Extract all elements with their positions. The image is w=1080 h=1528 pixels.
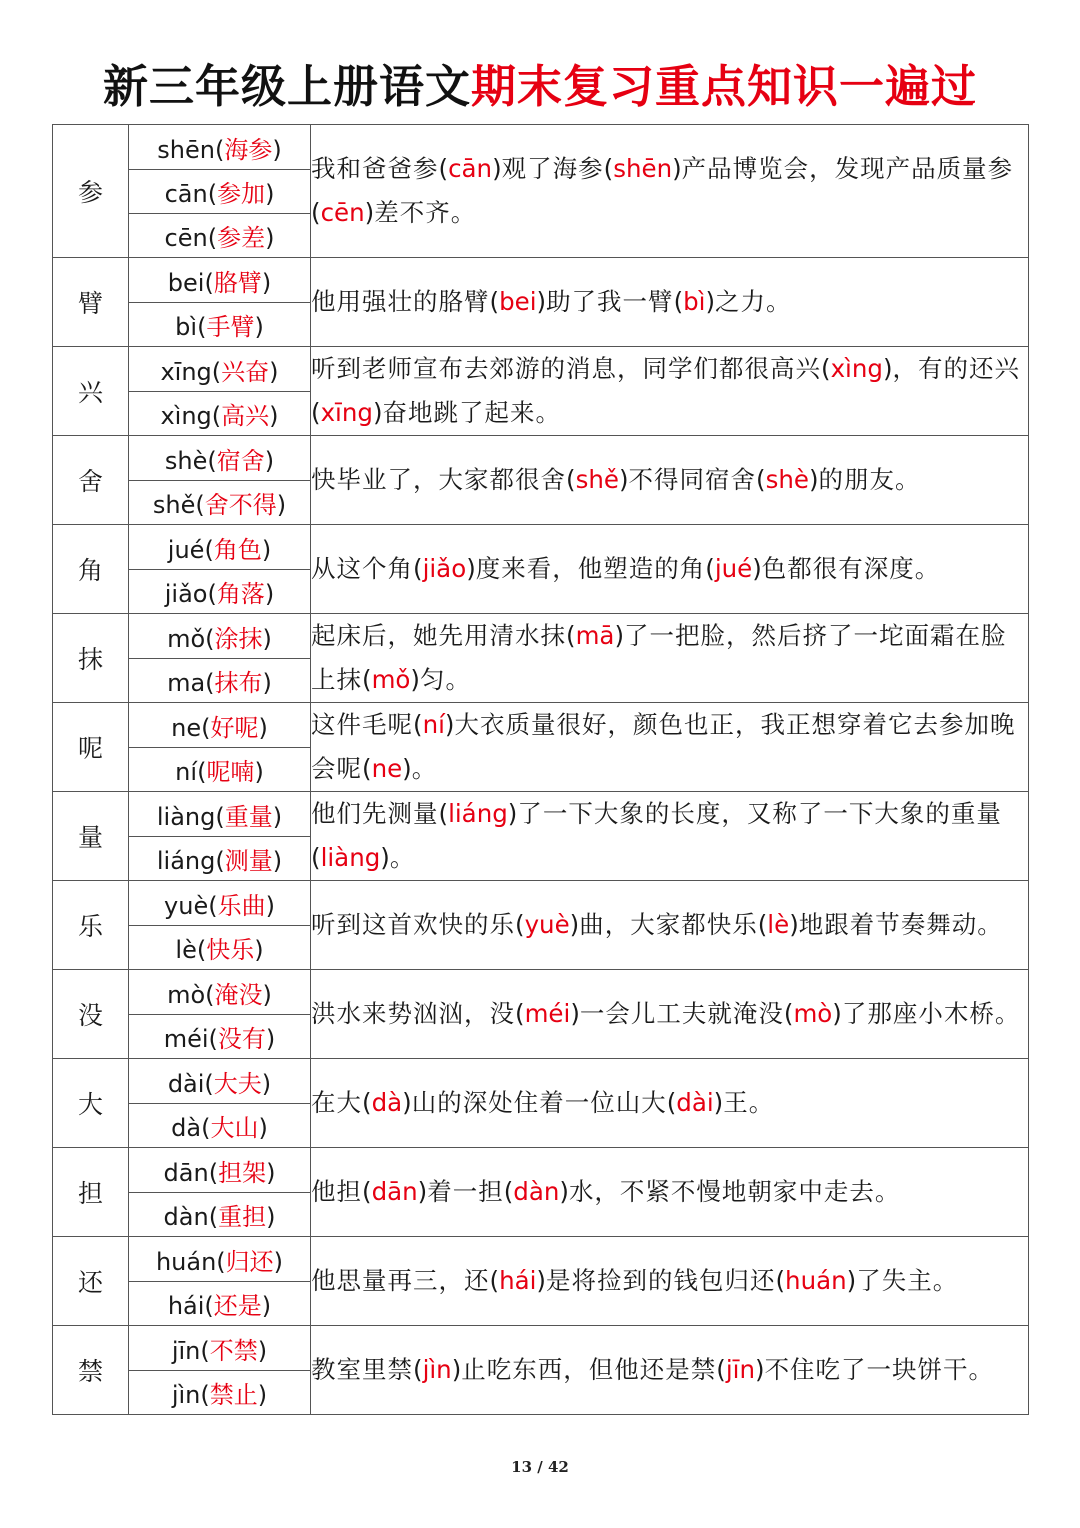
reading-cell: ní(呢喃) (129, 748, 311, 792)
reading-pinyin: mò (167, 980, 206, 1009)
sentence-text: ) (417, 1177, 428, 1206)
example-sentence (311, 347, 1029, 436)
sentence-text: ( (716, 1355, 726, 1384)
sentence-text: ) (705, 287, 716, 316)
sentence-pinyin: cān (448, 154, 493, 183)
table-row (53, 614, 1029, 659)
sentence-text: 他思量再三，还 (311, 1266, 490, 1295)
example-sentence (311, 881, 1029, 970)
sentence-text: ( (489, 1266, 500, 1295)
sentence-text: ) (614, 621, 625, 650)
sentence-pinyin: dài (676, 1088, 714, 1117)
polyphone-char: 大 (53, 1059, 129, 1148)
sentence-text: 大衣质量很好，颜色也正，我正想穿着它去参加晚会呢 (311, 710, 1016, 783)
reading-pinyin: liàng (156, 802, 216, 831)
sentence-text: 我和爸爸参 (311, 154, 439, 183)
reading-example-word: 不禁 (209, 1336, 258, 1365)
sentence-text: ( (311, 198, 321, 227)
polyphone-char: 呢 (53, 703, 129, 792)
sentence-text: ( (413, 1355, 423, 1384)
reading-example-word: 大山 (210, 1114, 259, 1142)
sentence-text: 度来看，他塑造的角 (475, 554, 706, 583)
reading-example-word: 舍不得 (204, 491, 277, 519)
reading-pinyin: huán (155, 1247, 217, 1276)
reading-example-word: 没有 (217, 1025, 266, 1053)
sentence-text: 不得同宿舍 (628, 465, 756, 494)
page-title (0, 52, 1080, 122)
reading-example-word: 角色 (213, 535, 262, 564)
reading-cell: dài(大夫) (129, 1059, 311, 1104)
reading-pinyin: jìn (171, 1381, 201, 1409)
reading-cell: jiǎo(角落) (129, 570, 311, 614)
reading-cell: bei(胳臂) (129, 258, 311, 303)
reading-cell: jìn(禁止) (129, 1371, 311, 1415)
reading-example-word: 胳臂 (213, 268, 262, 297)
reading-example-word: 乐曲 (217, 891, 266, 920)
sentence-text: ) (713, 1088, 724, 1117)
reading-pinyin: hái (167, 1292, 205, 1320)
polyphone-char: 参 (53, 125, 129, 258)
reading-cell: cān(参加) (129, 170, 311, 214)
sentence-text: 。 (389, 843, 416, 872)
reading-pinyin: xìng (160, 402, 212, 430)
reading-cell: dān(担架) (129, 1148, 311, 1193)
sentence-text: ( (311, 398, 321, 427)
reading-cell: shēn(海参) (129, 125, 311, 170)
sentence-pinyin: liáng (448, 799, 508, 828)
sentence-text: ) (402, 1088, 412, 1117)
polyphone-char: 量 (53, 792, 129, 881)
reading-cell: jīn(不禁) (129, 1326, 311, 1371)
reading-cell: cēn(参差) (129, 214, 311, 258)
sentence-text: ) (410, 665, 420, 694)
sentence-pinyin: huán (785, 1266, 847, 1295)
reading-cell: shě(舍不得) (129, 481, 311, 525)
reading-cell: xīng(兴奋) (129, 347, 311, 392)
reading-pinyin: ne (171, 713, 202, 742)
table-row (53, 1237, 1029, 1282)
reading-example-word: 大夫 (213, 1069, 262, 1098)
sentence-text: 了那座小木桥。 (841, 999, 1021, 1028)
example-sentence (311, 125, 1029, 258)
sentence-text: 匀。 (419, 665, 471, 694)
example-sentence (311, 258, 1029, 347)
sentence-text: 是将捡到的钱包归还 (545, 1266, 776, 1295)
sentence-text: ( (362, 1088, 372, 1117)
sentence-text: 了一把脸，然后挤了一坨面霜在脸上抹 (311, 621, 1007, 694)
polyphone-char: 乐 (53, 881, 129, 970)
table-row (53, 792, 1029, 837)
sentence-pinyin: shě (575, 465, 619, 494)
sentence-text: ) (808, 465, 819, 494)
reading-example-word: 涂抹 (214, 624, 263, 653)
polyphone-char: 禁 (53, 1326, 129, 1415)
reading-cell: méi(没有) (129, 1015, 311, 1059)
sentence-text: ) (569, 910, 580, 939)
example-sentence (311, 970, 1029, 1059)
reading-pinyin: dài (167, 1069, 205, 1098)
sentence-text: ( (503, 1177, 514, 1206)
sentence-text: ( (362, 754, 372, 783)
sentence-text: ) (402, 754, 412, 783)
sentence-text: ( (783, 999, 794, 1028)
sentence-text: 差不齐。 (374, 198, 477, 227)
sentence-text: ( (489, 287, 500, 316)
example-sentence (311, 703, 1029, 792)
sentence-text: 之力。 (715, 287, 792, 316)
sentence-text: 听到老师宣布去郊游的消息，同学们都很高兴 (311, 354, 821, 383)
sentence-pinyin: shè (765, 465, 809, 494)
reading-pinyin: lè (175, 936, 197, 964)
sentence-text: 不住吃了一块饼干。 (764, 1355, 995, 1384)
reading-cell: yuè(乐曲) (129, 881, 311, 926)
sentence-text: ( (673, 287, 684, 316)
reading-pinyin: liáng (156, 847, 216, 875)
reading-cell: liàng(重量) (129, 792, 311, 837)
reading-cell: dàn(重担) (129, 1193, 311, 1237)
title-red-part: 期末复习重点知识一遍过 (471, 60, 978, 113)
table-row (53, 258, 1029, 303)
sentence-pinyin: bei (499, 287, 537, 316)
sentence-text: ) (789, 910, 799, 939)
reading-cell: shè(宿舍) (129, 436, 311, 481)
sentence-pinyin: mā (575, 621, 615, 650)
reading-pinyin: cān (164, 180, 208, 208)
reading-cell: xìng(高兴) (129, 392, 311, 436)
reading-example-word: 参差 (217, 224, 266, 252)
reading-cell: jué(角色) (129, 525, 311, 570)
sentence-pinyin: hái (499, 1266, 537, 1295)
reading-pinyin: bì (175, 313, 198, 341)
polyphone-char: 还 (53, 1237, 129, 1326)
reading-cell: hái(还是) (129, 1282, 311, 1326)
sentence-text: 产品博览会，发现产品质量参 (681, 154, 1014, 183)
sentence-pinyin: mǒ (371, 665, 411, 694)
sentence-text: 快毕业了，大家都很舍 (311, 465, 566, 494)
sentence-text: ) (672, 154, 682, 183)
polyphone-char: 舍 (53, 436, 129, 525)
polyphone-char: 兴 (53, 347, 129, 436)
polyphone-char: 角 (53, 525, 129, 614)
reading-example-word: 重担 (218, 1203, 267, 1231)
reading-pinyin: cēn (164, 224, 208, 252)
sentence-text: 止吃东西，但他还是禁 (461, 1355, 717, 1384)
sentence-pinyin: jìn (422, 1355, 452, 1384)
sentence-text: 王。 (723, 1088, 775, 1117)
table-row (53, 125, 1029, 170)
reading-cell: lè(快乐) (129, 926, 311, 970)
example-sentence (311, 1059, 1029, 1148)
reading-example-word: 角落 (216, 580, 265, 608)
sentence-pinyin: dān (371, 1177, 418, 1206)
sentence-text: ) (492, 154, 502, 183)
sentence-pinyin: ne (371, 754, 403, 783)
sentence-text: 他们先测量 (311, 799, 439, 828)
reading-example-word: 抹布 (214, 669, 263, 697)
sentence-text: 教室里禁 (311, 1355, 413, 1384)
sentence-text: ( (362, 1177, 372, 1206)
reading-example-word: 好呢 (210, 713, 259, 742)
reading-cell: ma(抹布) (129, 659, 311, 703)
sentence-text: 了一下大象的长度，又称了一下大象的重量 (517, 799, 1002, 828)
sentence-pinyin: dà (371, 1088, 403, 1117)
sentence-text: 洪水来势汹汹，没 (311, 999, 515, 1028)
sentence-pinyin: xìng (830, 354, 883, 383)
sentence-text: ( (603, 154, 614, 183)
sentence-text: 在大 (311, 1088, 362, 1117)
sentence-pinyin: bì (683, 287, 706, 316)
sentence-text: ( (362, 665, 372, 694)
sentence-text: 了失主。 (856, 1266, 959, 1295)
sentence-text: ) (507, 799, 518, 828)
sentence-text: ( (566, 465, 576, 494)
sentence-text: 助了我一臂 (546, 287, 674, 316)
reading-pinyin: bei (167, 268, 205, 297)
reading-pinyin: méi (163, 1025, 209, 1053)
reading-cell: huán(归还) (129, 1237, 311, 1282)
reading-cell: liáng(测量) (129, 837, 311, 881)
sentence-pinyin: lè (767, 910, 790, 939)
sentence-text: 起床后，她先用清水抹 (311, 621, 566, 650)
sentence-pinyin: mò (793, 999, 833, 1028)
example-sentence (311, 614, 1029, 703)
sentence-text: 这件毛呢 (311, 710, 413, 739)
reading-pinyin: jiǎo (164, 580, 208, 608)
example-sentence (311, 525, 1029, 614)
table-row (53, 525, 1029, 570)
polyphone-char: 臂 (53, 258, 129, 347)
sentence-text: ( (515, 999, 525, 1028)
sentence-text: 奋地跳了起来。 (382, 398, 562, 427)
reading-example-word: 兴奋 (221, 357, 270, 386)
reading-example-word: 宿舍 (216, 446, 265, 475)
reading-pinyin: jīn (171, 1336, 201, 1365)
sentence-text: 从这个角 (311, 554, 413, 583)
sentence-text: ( (821, 354, 831, 383)
sentence-text: ，有的还兴 (892, 354, 1021, 383)
sentence-text: ( (756, 465, 766, 494)
example-sentence (311, 436, 1029, 525)
reading-pinyin: ma (167, 669, 206, 697)
reading-pinyin: dà (171, 1114, 202, 1142)
sentence-text: ( (705, 554, 715, 583)
reading-pinyin: xīng (160, 357, 212, 386)
sentence-text: 他担 (311, 1177, 362, 1206)
sentence-pinyin: liàng (320, 843, 381, 872)
sentence-text: ( (311, 843, 321, 872)
sentence-text: ( (775, 1266, 786, 1295)
polyphone-char: 担 (53, 1148, 129, 1237)
reading-pinyin: ní (175, 758, 198, 786)
sentence-pinyin: dàn (513, 1177, 560, 1206)
sentence-text: ) (832, 999, 842, 1028)
sentence-text: ) (380, 843, 390, 872)
sentence-text: 观了海参 (501, 154, 604, 183)
reading-example-word: 手臂 (206, 313, 255, 341)
sentence-pinyin: ní (422, 710, 445, 739)
sentence-text: 听到这首欢快的乐 (311, 910, 515, 939)
sentence-text: 曲，大家都快乐 (579, 910, 758, 939)
reading-pinyin: shēn (157, 135, 215, 164)
reading-cell: bì(手臂) (129, 303, 311, 347)
sentence-text: ) (570, 999, 580, 1028)
table-row (53, 347, 1029, 392)
table-row (53, 1326, 1029, 1371)
table-row (53, 970, 1029, 1015)
example-sentence (311, 1237, 1029, 1326)
sentence-pinyin: jīn (725, 1355, 755, 1384)
sentence-text: ) (536, 1266, 546, 1295)
reading-pinyin: mǒ (167, 624, 206, 653)
table-row (53, 703, 1029, 748)
sentence-text: ( (438, 154, 449, 183)
sentence-text: 色都很有深度。 (761, 554, 941, 583)
table-row (53, 1148, 1029, 1193)
sentence-text: 的朋友。 (818, 465, 921, 494)
sentence-text: ( (757, 910, 768, 939)
sentence-text: ) (364, 198, 375, 227)
reading-cell: mǒ(涂抹) (129, 614, 311, 659)
reading-example-word: 测量 (224, 847, 273, 875)
reading-example-word: 快乐 (206, 936, 255, 964)
sentence-pinyin: jiǎo (422, 554, 467, 583)
reading-pinyin: shè (164, 446, 208, 475)
reading-example-word: 还是 (213, 1292, 262, 1320)
sentence-text: ) (755, 1355, 765, 1384)
table-row (53, 881, 1029, 926)
reading-cell: ne(好呢) (129, 703, 311, 748)
sentence-text: ) (882, 354, 893, 383)
sentence-text: 他用强壮的胳臂 (311, 287, 490, 316)
sentence-text: ( (413, 554, 423, 583)
sentence-pinyin: xīng (320, 398, 373, 427)
reading-pinyin: shě (152, 491, 196, 519)
sentence-text: ) (559, 1177, 569, 1206)
example-sentence (311, 1326, 1029, 1415)
sentence-text: ( (413, 710, 423, 739)
title-black-part: 新三年级上册语文 (102, 60, 471, 113)
reading-cell: dà(大山) (129, 1104, 311, 1148)
reading-example-word: 参加 (217, 180, 266, 208)
table-row (53, 1059, 1029, 1104)
sentence-pinyin: jué (714, 554, 753, 583)
example-sentence (311, 1148, 1029, 1237)
reading-pinyin: yuè (164, 891, 209, 920)
reading-pinyin: jué (167, 535, 205, 564)
sentence-text: ) (451, 1355, 462, 1384)
polyphone-char: 抹 (53, 614, 129, 703)
reading-example-word: 担架 (218, 1158, 267, 1187)
reading-cell: mò(淹没) (129, 970, 311, 1015)
sentence-text: ) (618, 465, 629, 494)
polyphone-char: 没 (53, 970, 129, 1059)
sentence-text: 地跟着节奏舞动。 (798, 910, 1003, 939)
reading-example-word: 禁止 (209, 1381, 258, 1409)
reading-example-word: 海参 (224, 135, 273, 164)
sentence-pinyin: yuè (524, 910, 570, 939)
sentence-text: 一会儿工夫就淹没 (579, 999, 784, 1028)
sentence-text: ) (536, 287, 547, 316)
polyphone-table (52, 124, 1029, 1415)
reading-example-word: 高兴 (221, 402, 270, 430)
sentence-pinyin: shēn (613, 154, 673, 183)
reading-example-word: 呢喃 (206, 758, 255, 786)
reading-pinyin: dān (163, 1158, 209, 1187)
reading-pinyin: dàn (163, 1203, 209, 1231)
sentence-text: ) (372, 398, 383, 427)
example-sentence (311, 792, 1029, 881)
sentence-text: 山的深处住着一位山大 (411, 1088, 667, 1117)
reading-example-word: 淹没 (214, 980, 263, 1009)
sentence-text: ( (566, 621, 576, 650)
sentence-pinyin: méi (524, 999, 571, 1028)
sentence-text: ) (466, 554, 476, 583)
sentence-text: ) (752, 554, 762, 583)
sentence-text: ( (438, 799, 449, 828)
page-number: 13 / 42 (511, 1458, 569, 1476)
sentence-text: ) (444, 710, 455, 739)
sentence-text: ( (666, 1088, 677, 1117)
reading-example-word: 归还 (225, 1247, 274, 1276)
sentence-text: ( (515, 910, 525, 939)
sentence-text: 。 (411, 754, 438, 783)
sentence-text: 着一担 (427, 1177, 504, 1206)
table-body (53, 125, 1029, 1415)
sentence-pinyin: cēn (320, 198, 365, 227)
sentence-text: ) (846, 1266, 857, 1295)
reading-example-word: 重量 (224, 802, 273, 831)
table-row (53, 436, 1029, 481)
sentence-text: 水，不紧不慢地朝家中走去。 (568, 1177, 901, 1206)
